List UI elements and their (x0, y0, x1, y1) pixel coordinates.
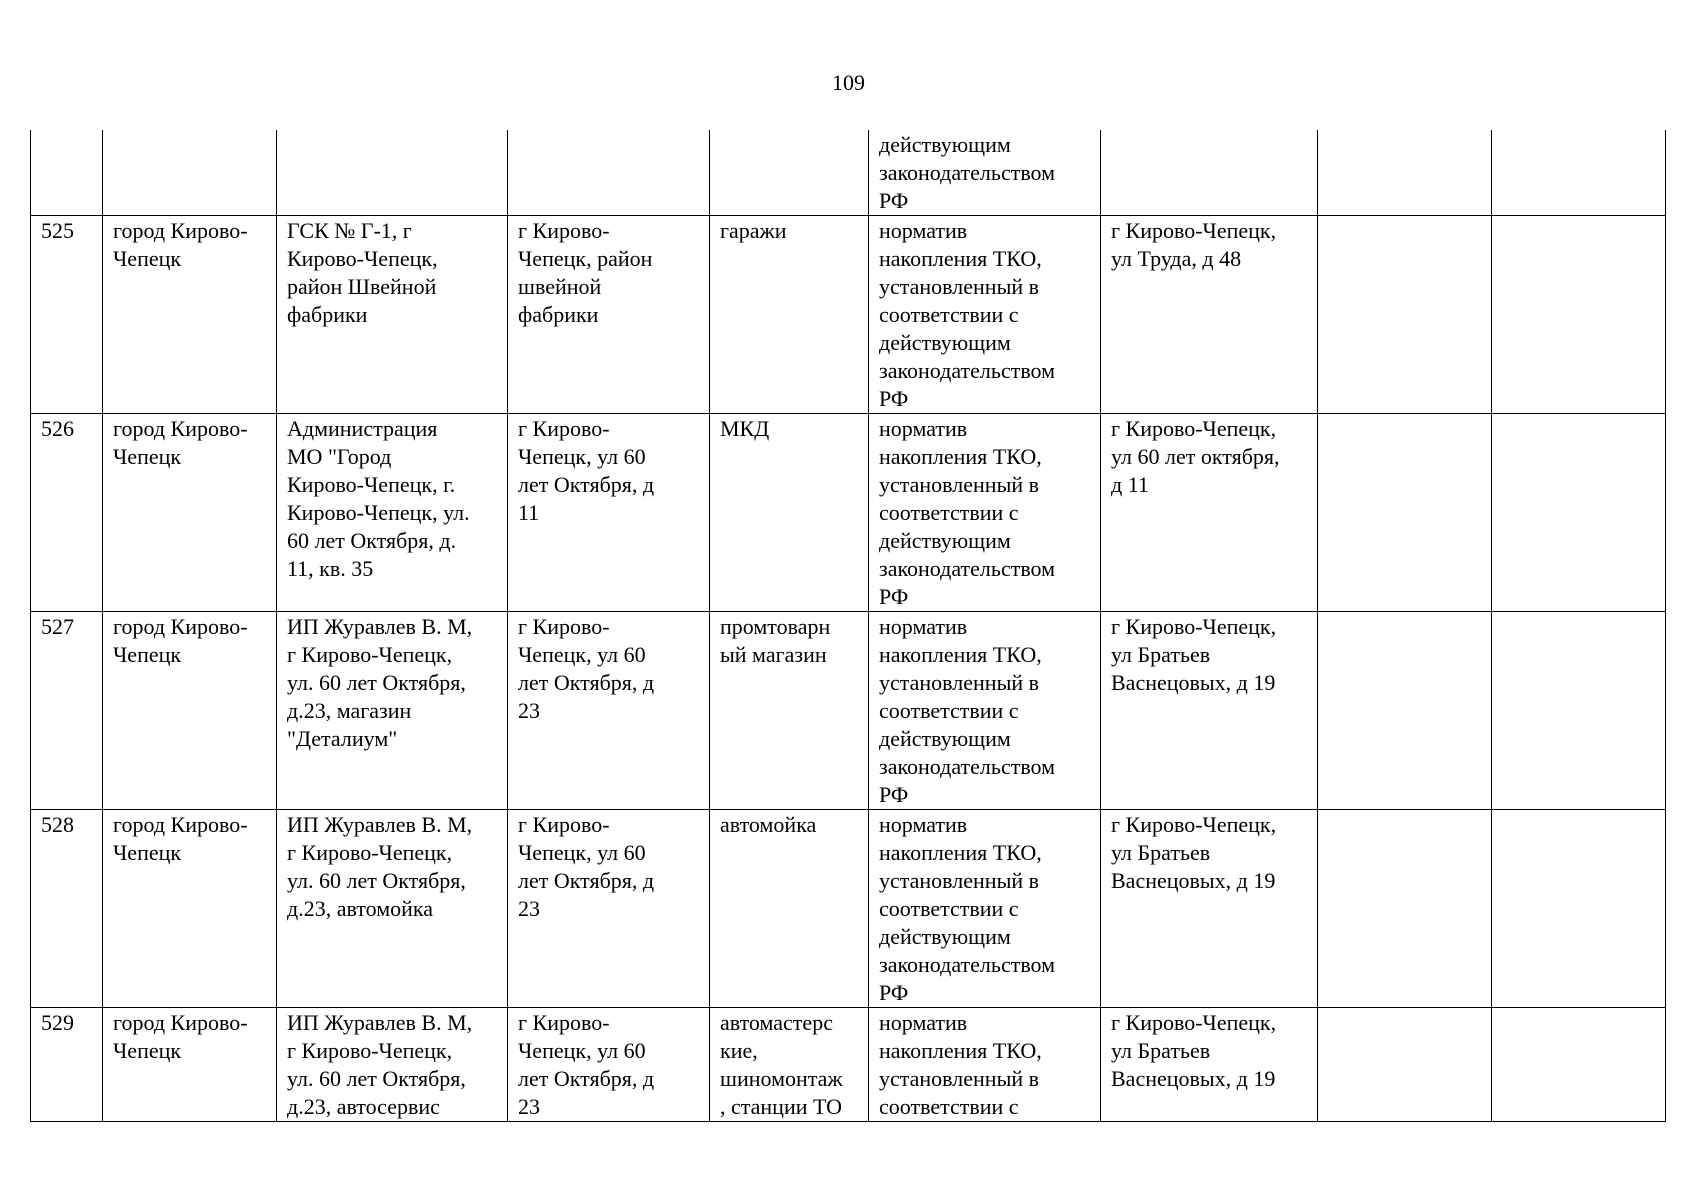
cell-text-line: законодательством (879, 952, 1056, 977)
table-row (31, 1008, 1666, 1122)
cell-empty-1 (1318, 1008, 1492, 1122)
cell-settlement (103, 1008, 277, 1122)
cell-text-line: законодательством (879, 160, 1056, 185)
cell-text-line: накопления ТКО, (879, 840, 1042, 865)
cell-text-line: Чепецк, район (518, 246, 653, 271)
cell-text-line: 11 (518, 500, 540, 525)
cell-number: 525 (31, 216, 103, 414)
cell-text-line: накопления ТКО, (879, 246, 1042, 271)
cell-text-line: норматив (879, 812, 968, 837)
cell-text-line: Васнецовых, д 19 (1111, 1066, 1276, 1091)
cell-text-line: промтоварн (720, 614, 831, 639)
cell-text-line: ГСК № Г-1, г (287, 218, 412, 243)
cell-empty-1 (1318, 612, 1492, 810)
cell-text-line: установленный в (879, 472, 1040, 497)
cell-text-line: действующим (879, 330, 1011, 355)
cell-text-line: ул 60 лет октября, (1111, 444, 1280, 469)
cell-text-line: город Кирово- (113, 416, 248, 441)
cell-text-line: д 11 (1111, 472, 1149, 497)
cell-text-line: законодательством (879, 358, 1056, 383)
cell-owner (277, 1008, 508, 1122)
cell-text-line: Чепецк, ул 60 (518, 1038, 646, 1063)
cell-norm (869, 612, 1101, 810)
cell-text-line: ул Труда, д 48 (1111, 246, 1242, 271)
cell-text-line: 23 (518, 896, 540, 921)
cell-text-line: РФ (879, 980, 909, 1005)
cell-text-line: кие, (720, 1038, 758, 1063)
cell-number: 527 (31, 612, 103, 810)
cell-object-type (710, 414, 869, 612)
cell-text-line: установленный в (879, 274, 1040, 299)
cell-text-line: Чепецк, ул 60 (518, 642, 646, 667)
cell-text-line: , станции ТО (720, 1094, 843, 1119)
cell-empty-2 (1492, 1008, 1666, 1122)
cell-text-line: МО "Город (287, 444, 392, 469)
cell-text-line: г Кирово-Чепецк, (287, 1038, 453, 1063)
cell-text-line: г Кирово- (518, 812, 610, 837)
cell-text-line: г Кирово- (518, 416, 610, 441)
table-row (31, 612, 1666, 810)
cell-text-line: Администрация (287, 416, 438, 441)
cell-settlement (103, 216, 277, 414)
cell-object-type (710, 216, 869, 414)
cell-text-line: РФ (879, 584, 909, 609)
cell-text-line: соответствии с (879, 302, 1019, 327)
cell-address (508, 216, 710, 414)
cell-address (508, 612, 710, 810)
cell-text-line: Васнецовых, д 19 (1111, 670, 1276, 695)
cell-text-line: швейной (518, 274, 602, 299)
cell-owner (277, 612, 508, 810)
cell-text-line: Чепецк, ул 60 (518, 444, 646, 469)
cell-text-line: ул Братьев (1111, 642, 1211, 667)
cell-text-line: лет Октября, д (518, 868, 655, 893)
cell-address (508, 130, 710, 216)
cell-site (1101, 1008, 1318, 1122)
cell-text-line: г Кирово-Чепецк, (1111, 1010, 1277, 1035)
cell-empty-2 (1492, 414, 1666, 612)
cell-text-line: г Кирово-Чепецк, (287, 840, 453, 865)
cell-text-line: законодательством (879, 754, 1056, 779)
cell-text-line: г Кирово-Чепецк, (1111, 614, 1277, 639)
cell-text-line: Чепецк (113, 246, 182, 271)
cell-address (508, 414, 710, 612)
cell-text-line: "Деталиум" (287, 726, 398, 751)
cell-object-type (710, 612, 869, 810)
cell-text-line: ул. 60 лет Октября, (287, 868, 466, 893)
cell-text-line: 11, кв. 35 (287, 556, 374, 581)
cell-text-line: Чепецк, ул 60 (518, 840, 646, 865)
cell-object-type (710, 1008, 869, 1122)
cell-site (1101, 130, 1318, 216)
cell-text-line: шиномонтаж (720, 1066, 843, 1091)
cell-address (508, 810, 710, 1008)
cell-text-line: г Кирово-Чепецк, (1111, 218, 1277, 243)
cell-address (508, 1008, 710, 1122)
cell-text-line: 60 лет Октября, д. (287, 528, 457, 553)
cell-settlement (103, 414, 277, 612)
cell-empty-1 (1318, 216, 1492, 414)
cell-empty-1 (1318, 810, 1492, 1008)
cell-text-line: Кирово-Чепецк, ул. (287, 500, 470, 525)
cell-text-line: ИП Журавлев В. М, (287, 614, 473, 639)
cell-text-line: г Кирово-Чепецк, (1111, 416, 1277, 441)
cell-norm (869, 414, 1101, 612)
cell-empty-1 (1318, 414, 1492, 612)
cell-text-line: установленный в (879, 1066, 1040, 1091)
cell-number: 528 (31, 810, 103, 1008)
cell-object-type (710, 130, 869, 216)
cell-text-line: д.23, автомойка (287, 896, 434, 921)
cell-text-line: законодательством (879, 556, 1056, 581)
cell-text-line: г Кирово- (518, 218, 610, 243)
cell-text-line: лет Октября, д (518, 670, 655, 695)
cell-text-line: лет Октября, д (518, 1066, 655, 1091)
cell-number: 526 (31, 414, 103, 612)
cell-text-line: МКД (720, 416, 770, 441)
cell-number (31, 130, 103, 216)
cell-owner (277, 216, 508, 414)
cell-text-line: 23 (518, 698, 540, 723)
page-number: 109 (832, 70, 865, 95)
cell-text-line: РФ (879, 188, 909, 213)
cell-text-line: г Кирово-Чепецк, (1111, 812, 1277, 837)
cell-text-line: г Кирово- (518, 614, 610, 639)
cell-number: 529 (31, 1008, 103, 1122)
cell-text-line: действующим (879, 528, 1011, 553)
cell-owner (277, 130, 508, 216)
table-row (31, 414, 1666, 612)
cell-text-line: соответствии с (879, 1094, 1019, 1119)
cell-text-line: норматив (879, 614, 968, 639)
cell-text-line: РФ (879, 386, 909, 411)
cell-settlement (103, 130, 277, 216)
cell-text-line: автомастерс (720, 1010, 833, 1035)
cell-text-line: город Кирово- (113, 1010, 248, 1035)
cell-site (1101, 414, 1318, 612)
cell-text-line: автомойка (720, 812, 817, 837)
cell-site (1101, 810, 1318, 1008)
cell-text-line: Кирово-Чепецк, г. (287, 472, 456, 497)
cell-text-line: ИП Журавлев В. М, (287, 812, 473, 837)
cell-text-line: установленный в (879, 670, 1040, 695)
cell-text-line: действующим (879, 924, 1011, 949)
cell-text-line: лет Октября, д (518, 472, 655, 497)
cell-text-line: ул. 60 лет Октября, (287, 1066, 466, 1091)
cell-empty-1 (1318, 130, 1492, 216)
cell-owner (277, 414, 508, 612)
cell-text-line: фабрики (518, 302, 599, 327)
cell-text-line: Чепецк (113, 1038, 182, 1063)
cell-text-line: Чепецк (113, 840, 182, 865)
cell-text-line: г Кирово-Чепецк, (287, 642, 453, 667)
cell-text-line: Чепецк (113, 444, 182, 469)
cell-text-line: город Кирово- (113, 614, 248, 639)
cell-text-line: 23 (518, 1094, 540, 1119)
table-row (31, 810, 1666, 1008)
cell-norm (869, 130, 1101, 216)
cell-text-line: норматив (879, 416, 968, 441)
cell-text-line: город Кирово- (113, 218, 248, 243)
cell-text-line: д.23, магазин (287, 698, 412, 723)
cell-text-line: гаражи (720, 218, 787, 243)
cell-text-line: Кирово-Чепецк, (287, 246, 438, 271)
cell-settlement (103, 810, 277, 1008)
cell-text-line: соответствии с (879, 896, 1019, 921)
cell-text-line: накопления ТКО, (879, 444, 1042, 469)
cell-empty-2 (1492, 810, 1666, 1008)
cell-text-line: накопления ТКО, (879, 1038, 1042, 1063)
cell-text-line: накопления ТКО, (879, 642, 1042, 667)
cell-owner (277, 810, 508, 1008)
cell-text-line: действующим (879, 726, 1011, 751)
cell-text-line: район Швейной (287, 274, 437, 299)
cell-empty-2 (1492, 216, 1666, 414)
cell-text-line: г Кирово- (518, 1010, 610, 1035)
cell-text-line: ул Братьев (1111, 1038, 1211, 1063)
cell-text-line: Чепецк (113, 642, 182, 667)
cell-empty-2 (1492, 130, 1666, 216)
cell-object-type (710, 810, 869, 1008)
table-row (31, 130, 1666, 216)
table-row (31, 216, 1666, 414)
cell-norm (869, 216, 1101, 414)
registry-body (31, 130, 1666, 1122)
cell-text-line: ул Братьев (1111, 840, 1211, 865)
cell-text-line: ИП Журавлев В. М, (287, 1010, 473, 1035)
cell-text-line: ул. 60 лет Октября, (287, 670, 466, 695)
cell-text-line: д.23, автосервис (287, 1094, 440, 1119)
cell-settlement (103, 612, 277, 810)
cell-text-line: ый магазин (720, 642, 827, 667)
cell-text-line: город Кирово- (113, 812, 248, 837)
cell-text-line: Васнецовых, д 19 (1111, 868, 1276, 893)
cell-empty-2 (1492, 612, 1666, 810)
cell-text-line: фабрики (287, 302, 368, 327)
cell-text-line: норматив (879, 1010, 968, 1035)
cell-text-line: соответствии с (879, 698, 1019, 723)
cell-text-line: действующим (879, 132, 1011, 157)
cell-text-line: норматив (879, 218, 968, 243)
cell-norm (869, 1008, 1101, 1122)
cell-text-line: соответствии с (879, 500, 1019, 525)
cell-text-line: РФ (879, 782, 909, 807)
cell-site (1101, 216, 1318, 414)
cell-text-line: установленный в (879, 868, 1040, 893)
registry-table (30, 130, 1666, 1122)
cell-site (1101, 612, 1318, 810)
cell-norm (869, 810, 1101, 1008)
